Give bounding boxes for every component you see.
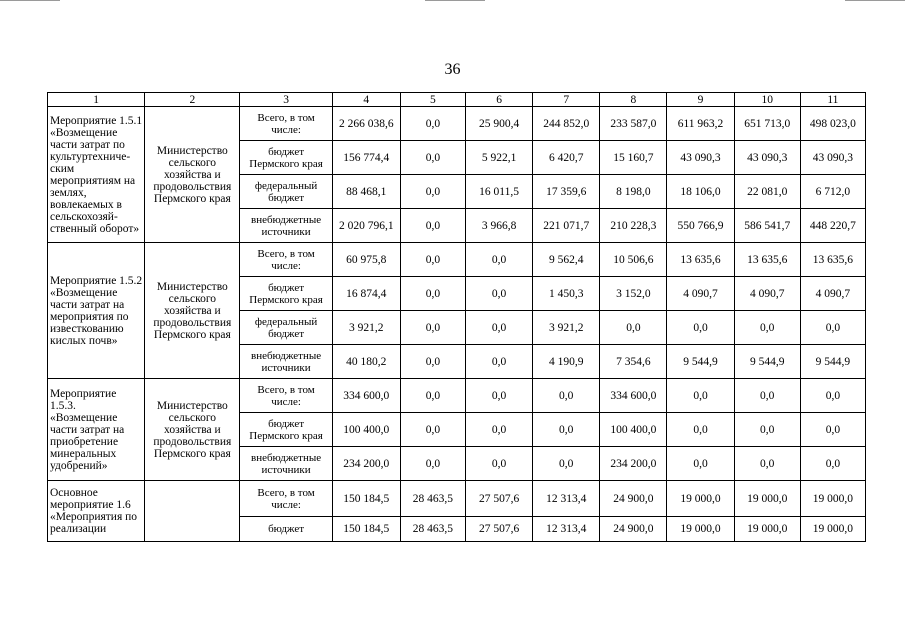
value-cell: 19 000,0 — [734, 517, 800, 542]
header-cell: 5 — [400, 93, 465, 107]
event-name: Мероприятие 1.5.3. «Возмещение части затрат на приобретение минеральных удобрений» — [48, 379, 145, 481]
value-cell: 156 774,4 — [332, 141, 400, 175]
value-cell: 0,0 — [533, 379, 600, 413]
value-cell: 0,0 — [400, 175, 465, 209]
value-cell: 210 228,3 — [600, 209, 667, 243]
value-cell: 0,0 — [400, 379, 465, 413]
value-cell: 10 506,6 — [600, 243, 667, 277]
value-cell: 88 468,1 — [332, 175, 400, 209]
funding-source: федеральный бюджет — [240, 311, 332, 345]
value-cell: 0,0 — [465, 379, 532, 413]
value-cell: 5 922,1 — [465, 141, 532, 175]
table-row — [48, 481, 866, 517]
value-cell: 334 600,0 — [332, 379, 400, 413]
page-number: 36 — [444, 61, 461, 78]
value-cell: 43 090,3 — [734, 141, 800, 175]
value-cell: 9 544,9 — [800, 345, 865, 379]
value-cell: 18 106,0 — [667, 175, 734, 209]
value-cell: 4 190,9 — [533, 345, 600, 379]
value-cell: 16 011,5 — [465, 175, 532, 209]
value-cell: 13 635,6 — [800, 243, 865, 277]
value-cell: 6 420,7 — [533, 141, 600, 175]
funding-source: Всего, в том числе: — [240, 481, 332, 517]
funding-source: бюджет — [240, 517, 332, 542]
value-cell: 40 180,2 — [332, 345, 400, 379]
executor-name: Министерство сельского хозяйства и продовольствия Пермского края — [145, 379, 240, 481]
value-cell: 22 081,0 — [734, 175, 800, 209]
value-cell: 100 400,0 — [332, 413, 400, 447]
value-cell: 0,0 — [400, 311, 465, 345]
value-cell: 28 463,5 — [400, 481, 465, 517]
value-cell: 0,0 — [600, 311, 667, 345]
value-cell: 150 184,5 — [332, 481, 400, 517]
value-cell: 0,0 — [800, 379, 865, 413]
value-cell: 0,0 — [400, 413, 465, 447]
header-row — [48, 93, 866, 107]
budget-table — [47, 92, 866, 542]
value-cell: 28 463,5 — [400, 517, 465, 542]
funding-source: Всего, в том числе: — [240, 107, 332, 141]
table-row — [48, 243, 866, 277]
funding-source: Всего, в том числе: — [240, 243, 332, 277]
value-cell: 15 160,7 — [600, 141, 667, 175]
value-cell: 6 712,0 — [800, 175, 865, 209]
funding-source: внебюджетные источники — [240, 209, 332, 243]
value-cell: 24 900,0 — [600, 481, 667, 517]
top-rule-left — [0, 0, 60, 1]
value-cell: 0,0 — [800, 413, 865, 447]
funding-source: бюджет Пермского края — [240, 141, 332, 175]
header-cell: 9 — [667, 93, 734, 107]
value-cell: 586 541,7 — [734, 209, 800, 243]
table-row — [48, 107, 866, 141]
value-cell: 19 000,0 — [667, 517, 734, 542]
value-cell: 0,0 — [667, 447, 734, 481]
value-cell: 0,0 — [465, 345, 532, 379]
value-cell: 1 450,3 — [533, 277, 600, 311]
value-cell: 0,0 — [667, 379, 734, 413]
value-cell: 3 921,2 — [533, 311, 600, 345]
table-row — [48, 379, 866, 413]
value-cell: 12 313,4 — [533, 517, 600, 542]
value-cell: 13 635,6 — [667, 243, 734, 277]
executor-name: Министерство сельского хозяйства и продовольствия Пермского края — [145, 107, 240, 243]
header-cell: 1 — [48, 93, 145, 107]
value-cell: 0,0 — [400, 277, 465, 311]
value-cell: 0,0 — [800, 447, 865, 481]
value-cell: 651 713,0 — [734, 107, 800, 141]
value-cell: 150 184,5 — [332, 517, 400, 542]
value-cell: 0,0 — [465, 447, 532, 481]
funding-source: федеральный бюджет — [240, 175, 332, 209]
header-cell: 4 — [332, 93, 400, 107]
value-cell: 17 359,6 — [533, 175, 600, 209]
top-rule-right — [845, 0, 905, 1]
value-cell: 221 071,7 — [533, 209, 600, 243]
funding-source: внебюджетные источники — [240, 345, 332, 379]
value-cell: 233 587,0 — [600, 107, 667, 141]
funding-source: бюджет Пермского края — [240, 277, 332, 311]
value-cell: 27 507,6 — [465, 517, 532, 542]
value-cell: 60 975,8 — [332, 243, 400, 277]
top-rule-mid — [425, 0, 485, 1]
value-cell: 0,0 — [533, 413, 600, 447]
value-cell: 550 766,9 — [667, 209, 734, 243]
value-cell: 100 400,0 — [600, 413, 667, 447]
value-cell: 16 874,4 — [332, 277, 400, 311]
value-cell: 0,0 — [465, 243, 532, 277]
funding-source: бюджет Пермского края — [240, 413, 332, 447]
value-cell: 43 090,3 — [667, 141, 734, 175]
value-cell: 19 000,0 — [667, 481, 734, 517]
value-cell: 19 000,0 — [800, 481, 865, 517]
header-cell: 2 — [145, 93, 240, 107]
value-cell: 0,0 — [734, 413, 800, 447]
value-cell: 2 020 796,1 — [332, 209, 400, 243]
value-cell: 0,0 — [400, 209, 465, 243]
executor-name: Министерство сельского хозяйства и продовольствия Пермского края — [145, 243, 240, 379]
value-cell: 0,0 — [400, 243, 465, 277]
value-cell: 19 000,0 — [734, 481, 800, 517]
header-cell: 3 — [240, 93, 332, 107]
value-cell: 498 023,0 — [800, 107, 865, 141]
executor-name — [145, 481, 240, 542]
value-cell: 24 900,0 — [600, 517, 667, 542]
value-cell: 3 152,0 — [600, 277, 667, 311]
value-cell: 0,0 — [465, 413, 532, 447]
value-cell: 0,0 — [734, 311, 800, 345]
value-cell: 334 600,0 — [600, 379, 667, 413]
value-cell: 0,0 — [800, 311, 865, 345]
value-cell: 0,0 — [400, 447, 465, 481]
value-cell: 7 354,6 — [600, 345, 667, 379]
value-cell: 244 852,0 — [533, 107, 600, 141]
value-cell: 25 900,4 — [465, 107, 532, 141]
header-cell: 6 — [465, 93, 532, 107]
funding-source: внебюджетные источники — [240, 447, 332, 481]
value-cell: 611 963,2 — [667, 107, 734, 141]
value-cell: 0,0 — [667, 413, 734, 447]
value-cell: 0,0 — [400, 107, 465, 141]
value-cell: 234 200,0 — [332, 447, 400, 481]
value-cell: 13 635,6 — [734, 243, 800, 277]
header-cell: 11 — [800, 93, 865, 107]
value-cell: 9 544,9 — [667, 345, 734, 379]
value-cell: 19 000,0 — [800, 517, 865, 542]
value-cell: 234 200,0 — [600, 447, 667, 481]
value-cell: 3 921,2 — [332, 311, 400, 345]
value-cell: 0,0 — [734, 447, 800, 481]
value-cell: 4 090,7 — [734, 277, 800, 311]
event-name: Мероприятие 1.5.2 «Возмещение части затрат на мероприятия по известкованию кислых почв» — [48, 243, 145, 379]
value-cell: 4 090,7 — [667, 277, 734, 311]
value-cell: 12 313,4 — [533, 481, 600, 517]
value-cell: 9 562,4 — [533, 243, 600, 277]
header-cell: 10 — [734, 93, 800, 107]
event-name: Мероприятие 1.5.1 «Возмещение части затрат по культуртехниче-ским мероприятиям на землях, вовлекаемых в сельскохозяй-ственный оборот» — [48, 107, 145, 243]
value-cell: 3 966,8 — [465, 209, 532, 243]
header-cell: 8 — [600, 93, 667, 107]
value-cell: 43 090,3 — [800, 141, 865, 175]
funding-source: Всего, в том числе: — [240, 379, 332, 413]
value-cell: 9 544,9 — [734, 345, 800, 379]
value-cell: 4 090,7 — [800, 277, 865, 311]
value-cell: 0,0 — [734, 379, 800, 413]
value-cell: 0,0 — [400, 141, 465, 175]
value-cell: 0,0 — [465, 277, 532, 311]
value-cell: 0,0 — [533, 447, 600, 481]
header-cell: 7 — [533, 93, 600, 107]
value-cell: 8 198,0 — [600, 175, 667, 209]
value-cell: 448 220,7 — [800, 209, 865, 243]
value-cell: 2 266 038,6 — [332, 107, 400, 141]
event-name: Основное мероприятие 1.6 «Мероприятия по реализации — [48, 481, 145, 542]
value-cell: 0,0 — [400, 345, 465, 379]
value-cell: 27 507,6 — [465, 481, 532, 517]
value-cell: 0,0 — [465, 311, 532, 345]
value-cell: 0,0 — [667, 311, 734, 345]
